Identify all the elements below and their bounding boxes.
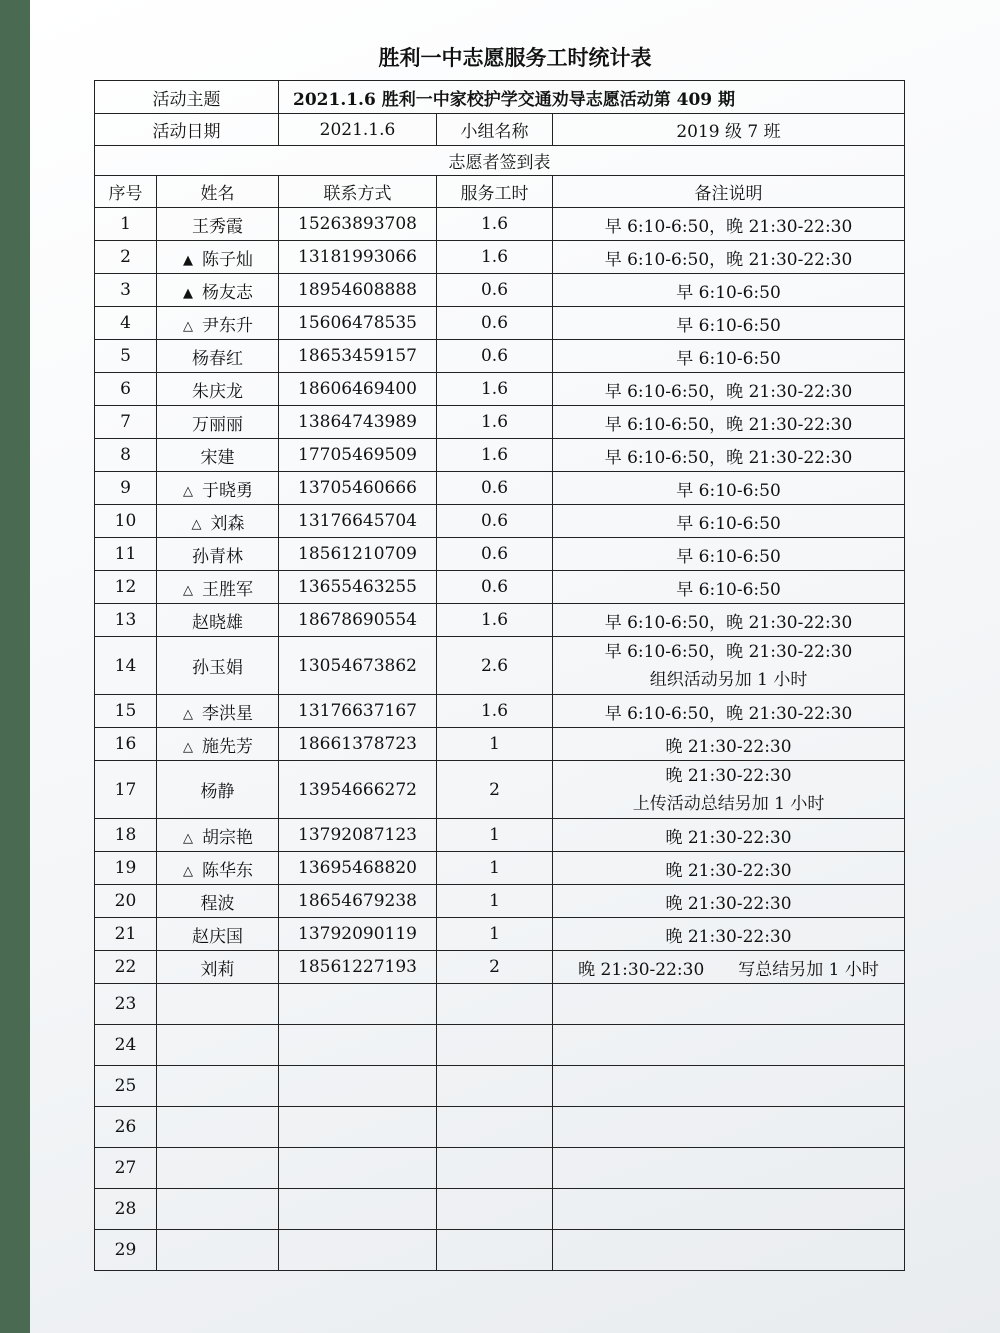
volunteer-name: 于晓勇 <box>202 480 253 501</box>
volunteer-name-cell <box>157 307 279 340</box>
service-hours: 1.6 <box>437 439 553 472</box>
service-hours: 0.6 <box>437 571 553 604</box>
table-row <box>95 373 905 406</box>
section-title: 志愿者签到表 <box>95 146 905 176</box>
row-number: 19 <box>95 852 157 885</box>
table-row <box>95 951 905 984</box>
volunteer-name-cell <box>157 274 279 307</box>
phone-number: 13695468820 <box>279 852 437 885</box>
empty-cell <box>553 1107 905 1148</box>
remarks-cell <box>553 241 905 274</box>
table-row <box>95 604 905 637</box>
triangle-mark-icon: △ <box>183 483 193 499</box>
table-row <box>95 406 905 439</box>
column-header-phone: 联系方式 <box>279 176 437 208</box>
column-header-name: 姓名 <box>157 176 279 208</box>
row-number: 25 <box>95 1066 157 1107</box>
service-hours: 1.6 <box>437 241 553 274</box>
empty-cell <box>437 984 553 1025</box>
row-number: 4 <box>95 307 157 340</box>
table-row <box>95 340 905 373</box>
empty-row <box>95 1148 905 1189</box>
empty-cell <box>157 1230 279 1271</box>
service-hours: 1 <box>437 728 553 761</box>
volunteer-name: 宋建 <box>200 447 235 468</box>
paper-sheet <box>30 0 1000 1333</box>
volunteer-name-cell <box>157 819 279 852</box>
volunteer-name-cell <box>157 951 279 984</box>
service-hours: 2 <box>437 951 553 984</box>
note-line-1: 晚 21:30-22:30 <box>665 765 792 786</box>
row-number: 28 <box>95 1189 157 1230</box>
row-number: 10 <box>95 505 157 538</box>
volunteer-name: 孙玉娟 <box>192 658 243 678</box>
triangle-mark-icon: △ <box>183 706 193 722</box>
row-number: 18 <box>95 819 157 852</box>
row-number: 17 <box>95 761 157 819</box>
column-header-no: 序号 <box>95 176 157 208</box>
empty-cell <box>437 1107 553 1148</box>
remarks-cell <box>553 538 905 571</box>
row-number: 22 <box>95 951 157 984</box>
remarks-cell <box>553 274 905 307</box>
phone-number: 13792087123 <box>279 819 437 852</box>
note-line-1: 早 6:10-6:50，晚 21:30-22:30 <box>604 641 853 662</box>
row-number: 9 <box>95 472 157 505</box>
empty-cell <box>157 1066 279 1107</box>
volunteer-name: 施先芳 <box>202 736 253 757</box>
triangle-mark-icon: △ <box>183 582 193 598</box>
phone-number: 13655463255 <box>279 571 437 604</box>
service-hours: 0.6 <box>437 538 553 571</box>
table-row <box>95 885 905 918</box>
remarks-cell <box>553 761 905 819</box>
volunteer-name-cell <box>157 637 279 695</box>
service-hours: 1 <box>437 918 553 951</box>
service-hours: 1 <box>437 852 553 885</box>
volunteer-name: 陈子灿 <box>202 249 253 270</box>
empty-cell <box>157 1148 279 1189</box>
phone-number: 15263893708 <box>279 208 437 241</box>
empty-cell <box>279 984 437 1025</box>
volunteer-name-cell <box>157 695 279 728</box>
row-number: 15 <box>95 695 157 728</box>
note-line-1: 早 6:10-6:50 <box>676 282 781 303</box>
volunteer-name: 孙青林 <box>192 546 243 567</box>
service-hours: 1.6 <box>437 695 553 728</box>
row-number: 1 <box>95 208 157 241</box>
row-number: 23 <box>95 984 157 1025</box>
note-line-1: 早 6:10-6:50 <box>676 348 781 369</box>
triangle-mark-icon: △ <box>191 516 202 532</box>
row-number: 27 <box>95 1148 157 1189</box>
volunteer-name-cell <box>157 761 279 819</box>
volunteer-name: 赵庆国 <box>192 926 243 947</box>
empty-cell <box>553 1189 905 1230</box>
date-value: 2021.1.6 <box>279 114 437 146</box>
table-row <box>95 637 905 695</box>
triangle-mark-icon: ▲ <box>183 252 193 268</box>
note-line-1: 早 6:10-6:50 <box>676 579 781 600</box>
volunteer-name-cell <box>157 885 279 918</box>
volunteer-name-cell <box>157 208 279 241</box>
volunteer-name-cell <box>157 604 279 637</box>
phone-number: 18954608888 <box>279 274 437 307</box>
empty-cell <box>279 1230 437 1271</box>
group-value: 2019 级 7 班 <box>553 114 905 146</box>
remarks-cell <box>553 918 905 951</box>
row-number: 16 <box>95 728 157 761</box>
empty-row <box>95 1230 905 1271</box>
note-line-2: 组织活动另加 1 小时 <box>649 669 808 690</box>
service-hours: 0.6 <box>437 274 553 307</box>
volunteer-name: 刘森 <box>210 513 245 534</box>
group-label: 小组名称 <box>437 114 553 146</box>
volunteer-name-cell <box>157 472 279 505</box>
row-number: 11 <box>95 538 157 571</box>
table-row <box>95 695 905 728</box>
volunteer-name: 杨春红 <box>192 348 243 369</box>
phone-number: 18561210709 <box>279 538 437 571</box>
phone-number: 18561227193 <box>279 951 437 984</box>
volunteer-name-cell <box>157 918 279 951</box>
empty-cell <box>553 1148 905 1189</box>
volunteer-name: 万丽丽 <box>192 414 243 435</box>
empty-cell <box>279 1189 437 1230</box>
note-line-1: 早 6:10-6:50，晚 21:30-22:30 <box>604 414 853 435</box>
row-number: 21 <box>95 918 157 951</box>
note-line-1: 早 6:10-6:50，晚 21:30-22:30 <box>604 447 853 468</box>
table-row <box>95 241 905 274</box>
volunteer-name-cell <box>157 852 279 885</box>
volunteer-name: 赵晓雄 <box>192 612 243 633</box>
note-line-1: 早 6:10-6:50 <box>676 480 781 501</box>
note-line-1: 早 6:10-6:50，晚 21:30-22:30 <box>604 612 853 633</box>
table-row <box>95 274 905 307</box>
empty-cell <box>437 1066 553 1107</box>
column-header-hours: 服务工时 <box>437 176 553 208</box>
volunteer-name: 陈华东 <box>202 860 253 881</box>
note-line-1: 早 6:10-6:50 <box>676 315 781 336</box>
phone-number: 18606469400 <box>279 373 437 406</box>
table-row <box>95 571 905 604</box>
volunteer-name: 程波 <box>200 893 235 914</box>
remarks-cell <box>553 852 905 885</box>
column-header-row <box>95 176 905 208</box>
triangle-mark-icon: △ <box>183 318 193 334</box>
remarks-cell <box>553 340 905 373</box>
table-row <box>95 728 905 761</box>
note-line-1: 晚 21:30-22:30 <box>665 827 792 848</box>
service-hours: 0.6 <box>437 307 553 340</box>
date-label: 活动日期 <box>95 114 279 146</box>
volunteer-name-cell <box>157 373 279 406</box>
note-line-1: 晚 21:30-22:30 <box>665 860 792 881</box>
phone-number: 13181993066 <box>279 241 437 274</box>
row-number: 14 <box>95 637 157 695</box>
service-hours: 0.6 <box>437 340 553 373</box>
note-line-1: 晚 21:30-22:30 <box>665 926 792 947</box>
table-row <box>95 918 905 951</box>
date-group-row <box>95 114 905 146</box>
service-hours: 2 <box>437 761 553 819</box>
theme-label: 活动主题 <box>95 81 279 114</box>
row-number: 5 <box>95 340 157 373</box>
theme-row <box>95 81 905 114</box>
empty-cell <box>279 1148 437 1189</box>
empty-cell <box>157 1025 279 1066</box>
note-line-1: 早 6:10-6:50 <box>676 546 781 567</box>
volunteer-name-cell <box>157 538 279 571</box>
remarks-cell <box>553 571 905 604</box>
note-line-2: 上传活动总结另加 1 小时 <box>632 793 825 814</box>
triangle-mark-icon: △ <box>183 739 193 755</box>
volunteer-name-cell <box>157 571 279 604</box>
empty-row <box>95 1066 905 1107</box>
empty-cell <box>553 1066 905 1107</box>
empty-cell <box>437 1148 553 1189</box>
phone-number: 13792090119 <box>279 918 437 951</box>
volunteer-name-cell <box>157 340 279 373</box>
service-hours: 1.6 <box>437 604 553 637</box>
row-number: 7 <box>95 406 157 439</box>
row-number: 13 <box>95 604 157 637</box>
note-line-1: 晚 21:30-22:30 写总结另加 1 小时 <box>578 959 879 980</box>
remarks-cell <box>553 637 905 695</box>
empty-row <box>95 1107 905 1148</box>
service-hours: 1.6 <box>437 208 553 241</box>
row-number: 26 <box>95 1107 157 1148</box>
remarks-cell <box>553 695 905 728</box>
remarks-cell <box>553 819 905 852</box>
volunteer-hours-table <box>94 80 905 1271</box>
empty-cell <box>279 1107 437 1148</box>
note-line-1: 早 6:10-6:50 <box>676 513 781 534</box>
note-line-1: 晚 21:30-22:30 <box>665 736 792 757</box>
phone-number: 13954666272 <box>279 761 437 819</box>
empty-cell <box>157 1189 279 1230</box>
row-number: 8 <box>95 439 157 472</box>
remarks-cell <box>553 406 905 439</box>
remarks-cell <box>553 885 905 918</box>
table-row <box>95 819 905 852</box>
table-row <box>95 761 905 819</box>
phone-number: 13176645704 <box>279 505 437 538</box>
volunteer-name: 胡宗艳 <box>202 827 253 848</box>
volunteer-name: 刘莉 <box>200 959 235 980</box>
phone-number: 13705460666 <box>279 472 437 505</box>
volunteer-name-cell <box>157 439 279 472</box>
empty-cell <box>437 1189 553 1230</box>
volunteer-name: 王秀霞 <box>192 216 243 237</box>
row-number: 3 <box>95 274 157 307</box>
empty-row <box>95 1025 905 1066</box>
table-row <box>95 505 905 538</box>
remarks-cell <box>553 728 905 761</box>
service-hours: 2.6 <box>437 637 553 695</box>
volunteer-name: 李洪星 <box>202 703 253 724</box>
empty-row <box>95 984 905 1025</box>
remarks-cell <box>553 307 905 340</box>
phone-number: 18678690554 <box>279 604 437 637</box>
note-line-1: 早 6:10-6:50，晚 21:30-22:30 <box>604 381 853 402</box>
service-hours: 1 <box>437 819 553 852</box>
row-number: 20 <box>95 885 157 918</box>
volunteer-name-cell <box>157 406 279 439</box>
empty-cell <box>157 984 279 1025</box>
phone-number: 18653459157 <box>279 340 437 373</box>
service-hours: 1.6 <box>437 406 553 439</box>
remarks-cell <box>553 208 905 241</box>
service-hours: 1.6 <box>437 373 553 406</box>
volunteer-name-cell <box>157 505 279 538</box>
empty-row <box>95 1189 905 1230</box>
table-row <box>95 852 905 885</box>
document-title: 胜利一中志愿服务工时统计表 <box>378 46 652 70</box>
row-number: 29 <box>95 1230 157 1271</box>
empty-cell <box>437 1025 553 1066</box>
phone-number: 13864743989 <box>279 406 437 439</box>
service-hours: 0.6 <box>437 505 553 538</box>
row-number: 2 <box>95 241 157 274</box>
service-hours: 0.6 <box>437 472 553 505</box>
service-hours: 1 <box>437 885 553 918</box>
remarks-cell <box>553 472 905 505</box>
row-number: 12 <box>95 571 157 604</box>
note-line-1: 晚 21:30-22:30 <box>665 893 792 914</box>
volunteer-name-cell <box>157 728 279 761</box>
note-line-1: 早 6:10-6:50，晚 21:30-22:30 <box>604 703 853 724</box>
remarks-cell <box>553 505 905 538</box>
phone-number: 18654679238 <box>279 885 437 918</box>
phone-number: 13176637167 <box>279 695 437 728</box>
empty-cell <box>553 1230 905 1271</box>
remarks-cell <box>553 373 905 406</box>
note-line-1: 早 6:10-6:50，晚 21:30-22:30 <box>604 249 853 270</box>
section-row <box>95 146 905 176</box>
phone-number: 13054673862 <box>279 637 437 695</box>
phone-number: 17705469509 <box>279 439 437 472</box>
phone-number: 15606478535 <box>279 307 437 340</box>
empty-cell <box>553 984 905 1025</box>
remarks-cell <box>553 604 905 637</box>
table-row <box>95 472 905 505</box>
triangle-mark-icon: △ <box>183 863 193 879</box>
empty-cell <box>279 1066 437 1107</box>
empty-cell <box>437 1230 553 1271</box>
triangle-mark-icon: △ <box>183 830 193 846</box>
empty-cell <box>279 1025 437 1066</box>
column-header-notes: 备注说明 <box>553 176 905 208</box>
row-number: 24 <box>95 1025 157 1066</box>
remarks-cell <box>553 439 905 472</box>
theme-value: 2021.1.6 胜利一中家校护学交通劝导志愿活动第 409 期 <box>279 81 905 114</box>
remarks-cell <box>553 951 905 984</box>
table-row <box>95 538 905 571</box>
table-row <box>95 208 905 241</box>
note-line-1: 早 6:10-6:50，晚 21:30-22:30 <box>604 216 853 237</box>
volunteer-name: 王胜军 <box>202 579 253 600</box>
table-row <box>95 307 905 340</box>
volunteer-name: 杨静 <box>200 782 235 802</box>
volunteer-name: 朱庆龙 <box>192 381 243 402</box>
row-number: 6 <box>95 373 157 406</box>
phone-number: 18661378723 <box>279 728 437 761</box>
triangle-mark-icon: ▲ <box>183 285 193 301</box>
volunteer-name: 尹东升 <box>202 315 253 336</box>
empty-cell <box>157 1107 279 1148</box>
table-row <box>95 439 905 472</box>
volunteer-name-cell <box>157 241 279 274</box>
volunteer-name: 杨友志 <box>202 282 253 303</box>
empty-cell <box>553 1025 905 1066</box>
